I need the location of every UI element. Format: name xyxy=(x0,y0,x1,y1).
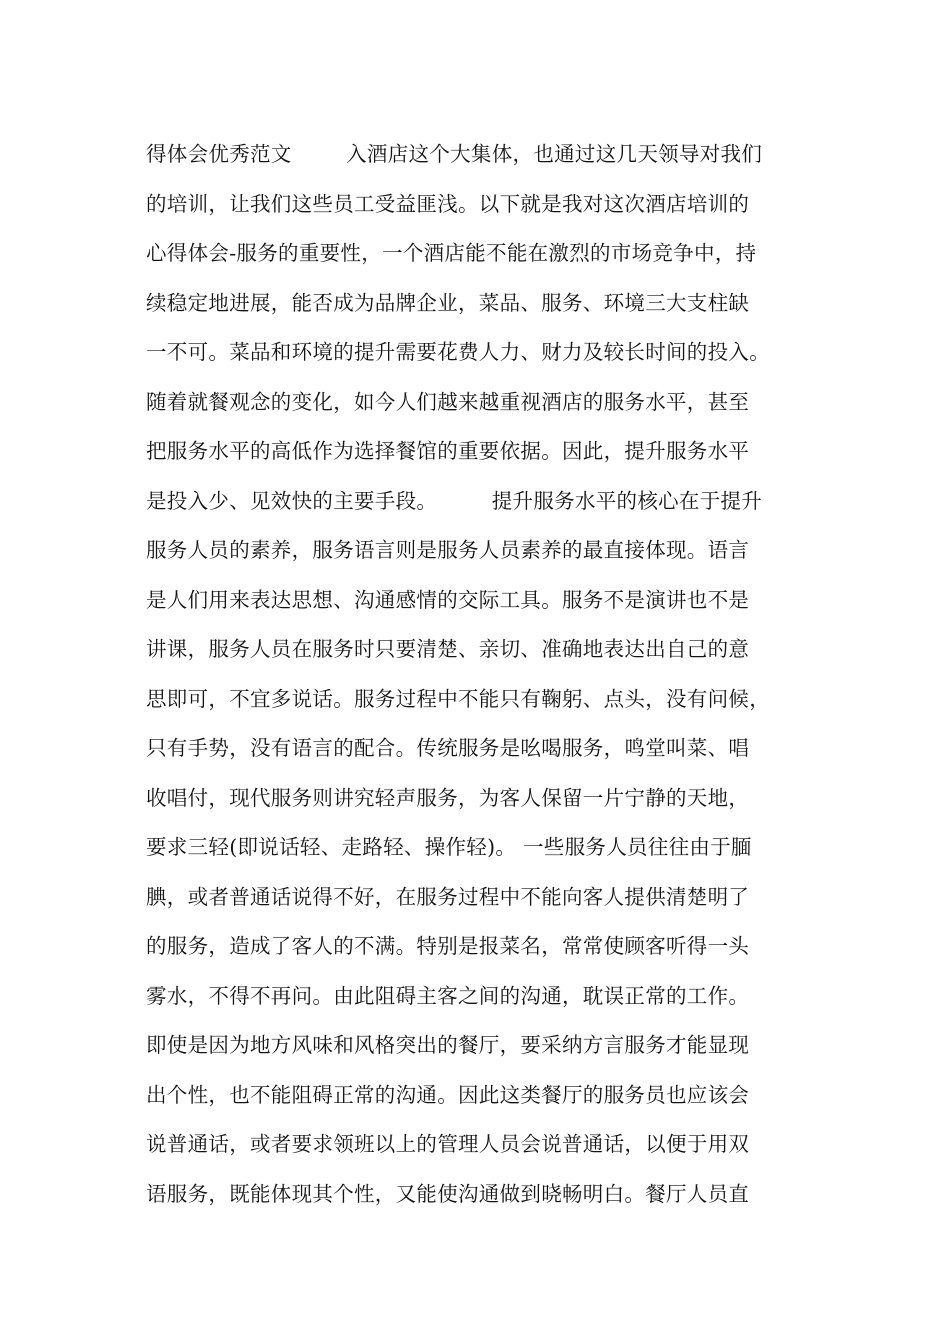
text-line: 服务人员的素养，服务语言则是服务人员素养的最直接体现。语言 xyxy=(146,538,750,562)
text-line: 讲课，服务人员在服务时只要清楚、亲切、准确地表达出自己的意 xyxy=(146,637,750,661)
text-line: 只有手势，没有语言的配合。传统服务是吆喝服务，鸣堂叫菜、唱 xyxy=(146,736,750,760)
text-line: 是投入少、见效快的主要手段。 提升服务水平的核心在于提升 xyxy=(146,488,763,513)
text-line: 把服务水平的高低作为选择餐馆的重要依据。因此，提升服务水平 xyxy=(146,439,750,463)
text-line: 随着就餐观念的变化，如今人们越来越重视酒店的服务水平，甚至 xyxy=(146,389,750,414)
text-line: 腆，或者普通话说得不好，在服务过程中不能向客人提供清楚明了 xyxy=(146,884,750,909)
text-line: 雾水，不得不再问。由此阻碍主客之间的沟通，耽误正常的工作。 xyxy=(146,983,750,1008)
text-line: 一不可。菜品和环境的提升需要花费人力、财力及较长时间的投入。 xyxy=(146,340,770,364)
text-line: 的服务，造成了客人的不满。特别是报菜名，常常使顾客听得一头 xyxy=(146,934,750,958)
text-line: 语服务，既能体现其个性，又能使沟通做到晓畅明白。餐厅人员直 xyxy=(146,1181,750,1206)
text-line: 要求三轻(即说话轻、走路轻、操作轻)。 一些服务人员往往由于腼 xyxy=(146,835,752,859)
text-line: 续稳定地进展，能否成为品牌企业，菜品、服务、环境三大支柱缺 xyxy=(146,290,750,315)
text-line: 出个性，也不能阻碍正常的沟通。因此这类餐厅的服务员也应该会 xyxy=(146,1082,750,1107)
text-line: 的培训，让我们这些员工受益匪浅。以下就是我对这次酒店培训的 xyxy=(146,191,750,216)
text-line: 思即可，不宜多说话。服务过程中不能只有鞠躬、点头，没有问候， xyxy=(146,686,770,711)
text-line: 得体会优秀范文 入酒店这个大集体，也通过这几天领导对我们 xyxy=(146,142,763,166)
text-line: 收唱付，现代服务则讲究轻声服务，为客人保留一片宁静的天地， xyxy=(146,785,750,810)
text-line: 即使是因为地方风味和风格突出的餐厅，要采纳方言服务才能显现 xyxy=(146,1033,750,1057)
text-line: 心得体会-服务的重要性，一个酒店能不能在激烈的市场竞争中，持 xyxy=(146,241,757,265)
text-line: 是人们用来表达思想、沟通感情的交际工具。服务不是演讲也不是 xyxy=(146,587,750,612)
text-line: 说普通话，或者要求领班以上的管理人员会说普通话，以便于用双 xyxy=(146,1132,750,1156)
body-text xyxy=(146,130,826,1219)
